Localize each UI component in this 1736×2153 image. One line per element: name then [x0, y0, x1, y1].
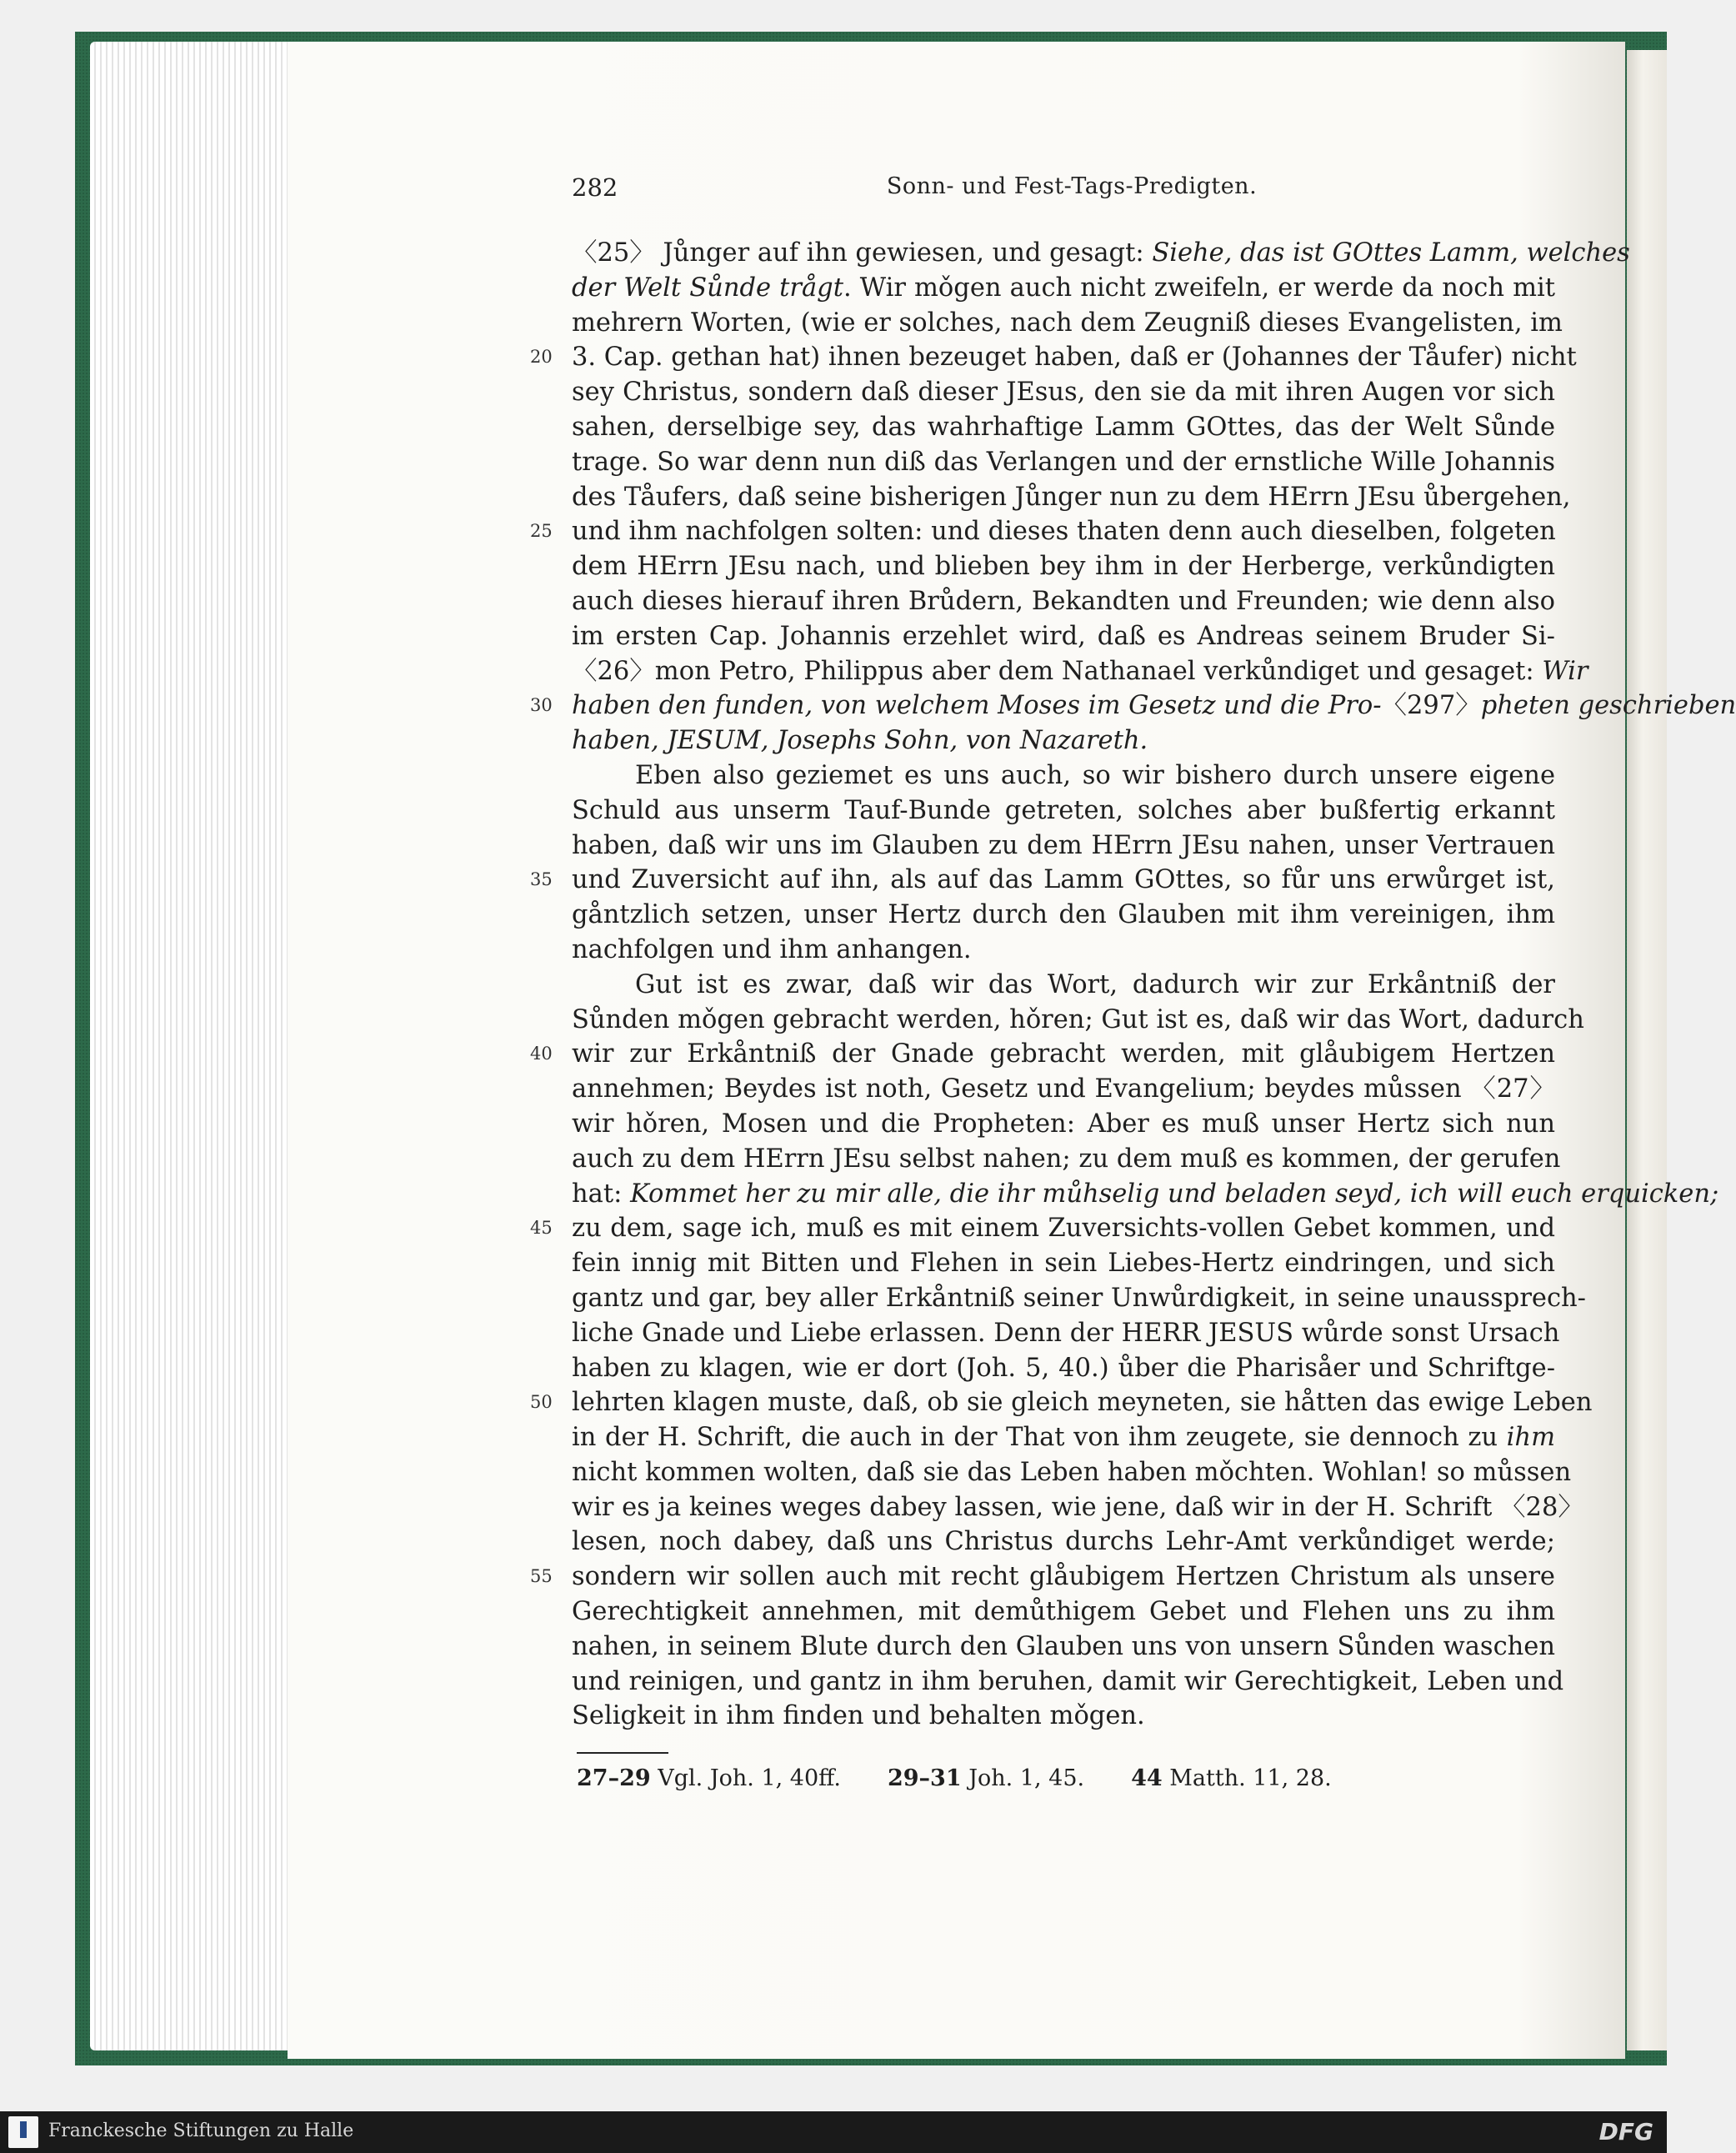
text-line	[572, 1142, 1561, 1177]
text-segment: fein innig mit Bitten und Flehen in sein Liebes-Hertz eindringen, und sich	[572, 1249, 1555, 1279]
text-segment: annehmen; Beydes ist noth, Gesetz und Evangelium; beydes můssen 〈27〉	[572, 1074, 1555, 1104]
italic-text: haben den funden, von welchem Moses im Gesetz und die Pro-	[572, 691, 1382, 721]
text-segment: nicht kommen wolten, daß sie das Leben haben mǒchten. Wohlan! so můssen	[572, 1457, 1572, 1487]
running-head	[572, 173, 1572, 215]
italic-text: Kommet her zu mir alle, die ihr můhselig und beladen seyd, ich will euch erquicken;	[630, 1179, 1719, 1209]
italic-text: ihm	[1506, 1423, 1555, 1453]
text-segment: hat:	[572, 1179, 631, 1209]
footnote-ref: 27–29	[577, 1765, 651, 1791]
text-segment: Gerechtigkeit annehmen, mit demůthigem Gebet und Flehen uns zu ihm	[572, 1597, 1555, 1627]
text-segment: und reinigen, und gantz in ihm beruhen, damit wir Gerechtigkeit, Leben und	[572, 1666, 1564, 1696]
text-segment: lehrten klagen muste, daß, ob sie gleich meyneten, sie håtten das ewige Leben	[572, 1388, 1593, 1418]
text-line	[572, 968, 1555, 1003]
page-number: 282	[572, 173, 618, 202]
text-line	[572, 1699, 1555, 1734]
text-line	[572, 480, 1571, 515]
text-line	[572, 514, 1555, 549]
text-segment: liche Gnade und Liebe erlassen. Denn der HERR JESUS wůrde sonst Ursach	[572, 1318, 1560, 1348]
text-line	[572, 1037, 1555, 1072]
text-segment: 〈26〉mon Petro, Philippus aber dem Nathanael verkůndiget und gesaget:	[572, 656, 1543, 686]
footnote-rule	[577, 1752, 668, 1754]
text-segment: auch dieses hierauf ihren Brůdern, Bekandten und Freunden; wie denn also	[572, 586, 1555, 616]
text-segment: mehrern Worten, (wie er solches, nach dem Zeugniß dieses Evangelisten, im	[572, 308, 1563, 338]
footnote-text: Joh. 1, 45.	[961, 1765, 1085, 1791]
text-segment: sey Christus, sondern daß dieser JEsus, den sie da mit ihren Augen vor sich	[572, 378, 1555, 408]
text-segment: nachfolgen und ihm anhangen.	[572, 934, 972, 964]
text-line	[572, 1595, 1555, 1630]
text-segment: lesen, noch dabey, daß uns Christus durchs Lehr-Amt verkůndiget werde;	[572, 1527, 1555, 1557]
text-segment: zu dem, sage ich, muß es mit einem Zuversichts-vollen Gebet kommen, und	[572, 1214, 1555, 1244]
text-line	[572, 410, 1555, 445]
italic-text: haben, JESUM, Josephs Sohn, von Nazareth.	[572, 726, 1148, 756]
text-line	[572, 445, 1555, 480]
text-line	[572, 829, 1555, 864]
body-text	[572, 236, 1736, 1734]
text-line	[572, 549, 1555, 584]
text-line	[572, 724, 1555, 759]
text-line	[572, 1665, 1564, 1700]
text-line	[572, 1316, 1560, 1351]
line-number: 45	[530, 1218, 553, 1239]
text-segment: Schuld aus unserm Tauf-Bunde getreten, solches aber bußfertig erkannt	[572, 795, 1555, 825]
text-segment: 〈25〉 Jůnger auf ihn gewiesen, und gesagt:	[572, 238, 1153, 268]
text-segment: 〈297〉	[1381, 691, 1481, 721]
line-number: 40	[530, 1044, 553, 1064]
text-line	[572, 1490, 1583, 1525]
text-segment: nahen, in seinem Blute durch den Glauben uns von unsern Sůnden waschen	[572, 1631, 1555, 1661]
footnote	[577, 1765, 841, 1791]
text-segment: Seligkeit in ihm finden und behalten mǒgen.	[572, 1701, 1145, 1731]
line-number: 35	[530, 869, 553, 890]
text-line	[572, 1246, 1555, 1281]
text-line	[572, 1455, 1572, 1490]
text-line	[572, 1525, 1555, 1560]
line-number: 25	[530, 521, 553, 542]
text-segment: sondern wir sollen auch mit recht glåubigem Hertzen Christum als unsere	[572, 1562, 1555, 1592]
text-segment: wir es ja keines weges dabey lassen, wie jene, daß wir in der H. Schrift 〈28〉	[572, 1492, 1583, 1522]
text-segment: im ersten Cap. Johannis erzehlet wird, daß es Andreas seinem Bruder Si-	[572, 621, 1555, 651]
text-line	[572, 584, 1555, 619]
text-segment: . Wir mǒgen auch nicht zweifeln, er werde da noch mit	[843, 273, 1556, 303]
text-line	[572, 863, 1555, 898]
text-line	[572, 794, 1555, 829]
text-segment: dem HErrn JEsu nach, und blieben bey ihm in der Herberge, verkůndigten	[572, 552, 1555, 582]
text-segment: und Zuversicht auf ihn, als auf das Lamm GOttes, so fůr uns erwůrget ist,	[572, 865, 1555, 895]
text-line	[572, 933, 1555, 968]
text-segment: sahen, derselbige sey, das wahrhaftige Lamm GOttes, das der Welt Sůnde	[572, 412, 1555, 442]
footnote-ref: 29–31	[887, 1765, 962, 1791]
footer-label: Franckesche Stiftungen zu Halle	[48, 2120, 354, 2141]
italic-text: pheten geschrieben	[1480, 691, 1736, 721]
text-segment: haben zu klagen, wie er dort (Joh. 5, 40.) ůber die Pharisåer und Schriftge-	[572, 1353, 1555, 1383]
line-number: 30	[530, 695, 553, 716]
text-segment: und ihm nachfolgen solten: und dieses thaten denn auch dieselben, folgeten	[572, 517, 1556, 547]
footnote-ref: 44	[1131, 1765, 1163, 1791]
text-segment: wir hǒren, Mosen und die Propheten: Aber es muß unser Hertz sich nun	[572, 1109, 1555, 1139]
page-edges	[90, 42, 307, 2050]
italic-text: der Welt Sůnde trågt	[572, 273, 843, 303]
footnote	[888, 1765, 1084, 1791]
right-page-edge	[1627, 50, 1667, 2050]
text-line	[572, 1072, 1555, 1107]
text-segment: des Tåufers, daß seine bisherigen Jůnger nun zu dem HErrn JEsu ůbergehen,	[572, 482, 1571, 512]
text-line	[572, 1420, 1555, 1455]
text-segment: trage. So war denn nun diß das Verlangen und der ernstliche Wille Johannis	[572, 447, 1555, 477]
footnote-text: Vgl. Joh. 1, 40ff.	[650, 1765, 841, 1791]
text-line	[572, 759, 1555, 794]
dfg-logo: DFG	[1598, 2118, 1653, 2145]
text-line	[572, 340, 1577, 375]
italic-text: Wir	[1542, 656, 1588, 686]
text-line	[572, 1003, 1584, 1038]
text-segment: gåntzlich setzen, unser Hertz durch den Glauben mit ihm vereinigen, ihm	[572, 900, 1555, 930]
text-segment: Sůnden mǒgen gebracht werden, hǒren; Gut ist es, daß wir das Wort, dadurch	[572, 1004, 1584, 1034]
line-number: 50	[530, 1392, 553, 1413]
text-line	[572, 1351, 1555, 1386]
footnote	[1131, 1765, 1332, 1791]
running-title: Sonn- und Fest-Tags-Predigten.	[886, 173, 1258, 199]
text-line	[572, 1281, 1586, 1316]
text-segment: Gut ist es zwar, daß wir das Wort, dadurch wir zur Erkåntniß der	[635, 969, 1555, 999]
text-segment: haben, daß wir uns im Glauben zu dem HErrn JEsu nahen, unser Vertrauen	[572, 830, 1555, 860]
text-line	[572, 236, 1630, 271]
text-segment: auch zu dem HErrn JEsu selbst nahen; zu dem muß es kommen, der gerufen	[572, 1144, 1561, 1174]
footnotes	[577, 1765, 1378, 1791]
text-line	[572, 271, 1555, 306]
line-number: 55	[530, 1566, 553, 1587]
text-line	[572, 1211, 1555, 1246]
text-line	[572, 1177, 1719, 1212]
text-line	[572, 1385, 1593, 1420]
text-line	[572, 1560, 1555, 1595]
text-line	[572, 688, 1736, 724]
text-segment: 3. Cap. gethan hat) ihnen bezeuget haben, daß er (Johannes der Tåufer) nicht	[572, 343, 1577, 373]
text-segment: in der H. Schrift, die auch in der That von ihm zeugete, sie dennoch zu	[572, 1423, 1507, 1453]
text-line	[572, 306, 1563, 341]
text-segment: gantz und gar, bey aller Erkåntniß seiner Unwůrdigkeit, in seine unaussprech-	[572, 1283, 1586, 1313]
text-segment: wir zur Erkåntniß der Gnade gebracht werden, mit glåubigem Hertzen	[572, 1039, 1555, 1069]
foundation-logo-icon	[8, 2116, 38, 2148]
text-line	[572, 619, 1555, 654]
text-line	[572, 1630, 1555, 1665]
text-segment: Eben also geziemet es uns auch, so wir bishero durch unsere eigene	[635, 760, 1555, 790]
text-line	[572, 375, 1555, 410]
italic-text: Siehe, das ist GOttes Lamm, welches	[1152, 238, 1630, 268]
line-number: 20	[530, 347, 553, 368]
footnote-text: Matth. 11, 28.	[1162, 1765, 1332, 1791]
text-line	[572, 898, 1555, 933]
text-line	[572, 1107, 1555, 1142]
footer-bar	[0, 2111, 1667, 2153]
text-line	[572, 654, 1588, 689]
